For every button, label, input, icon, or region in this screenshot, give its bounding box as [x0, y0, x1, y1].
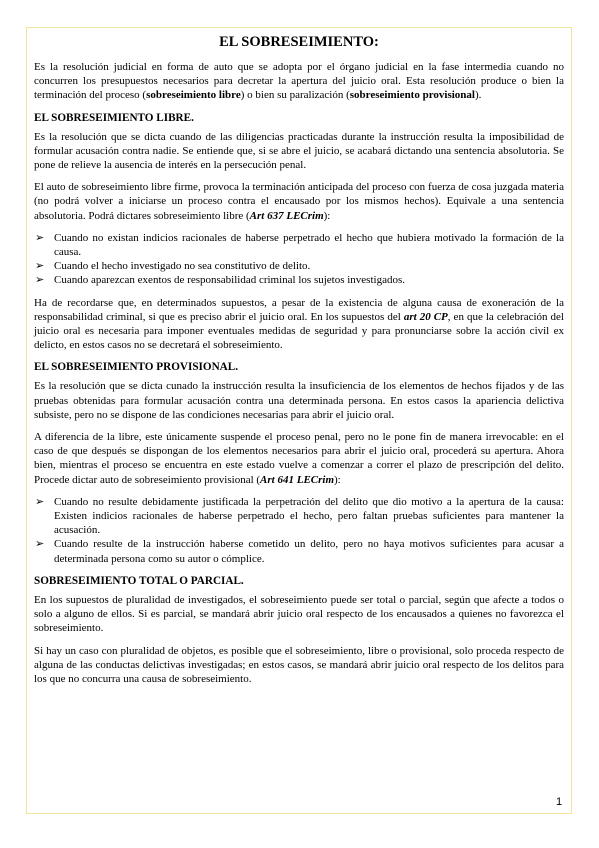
arrow-bullet-icon: ➢: [35, 260, 45, 273]
libre-paragraph-1: Es la resolución que se dicta cuando de las diligencias practicadas durante la instrucción resulta la imposibilidad de formular acusación contra nadie. Se entiende que, si se abre el juicio, se acabará dictando una sentencia absolutoria. Se pone de relieve la ausencia de interés en la persecución penal.: [34, 130, 564, 172]
arrow-bullet-icon: ➢: [35, 495, 45, 508]
list-item: ➢ Cuando no resulte debidamente justificada la perpetración del delito que dio motivo a la apertura de la causa: Existen indicios racionales de haberse perpetrado el hecho, pero faltan pruebas suficientes para mantener la acusación.: [35, 495, 564, 537]
intro-paragraph: Es la resolución judicial en forma de auto que se adopta por el órgano judicial en la fase intermedia cuando no concurren los presupuestos necesarios para decretar la apertura del juicio oral. Esta resolución produce o bien la terminación del proceso (sobreseimiento libre) o bien su paralización (sobreseimiento provisional).: [34, 61, 564, 102]
list-item: ➢ Cuando el hecho investigado no sea constitutivo de delito.: [35, 260, 311, 273]
document-title: EL SOBRESEIMIENTO:: [219, 34, 379, 50]
provisional-paragraph-1: Es la resolución que se dicta cunado la instrucción resulta la insuficiencia de los elementos de hechos fijados y de las pruebas obtenidas para formular acusación contra una determinada persona. En estos casos la apariencia delictiva subsiste, pero no se dispone de las condiciones necesarias para abrir el juicio oral.: [34, 380, 564, 421]
provisional-bullet-list: [34, 495, 564, 566]
page-number: 1: [556, 796, 563, 808]
arrow-bullet-icon: ➢: [35, 538, 45, 551]
legal-reference: Art 641 LECrim: [260, 473, 335, 486]
provisional-paragraph-2: A diferencia de la libre, este únicamente suspende el proceso penal, pero no le pone fin de manera irrevocable: en el caso de que después se dispongan de los elementos necesarios para abrir el juicio oral, procederá su apertura. Ahora bien, mientras el proceso se encuentra en este estado vuelve a comenzar a correr el plazo de prescripción del delito. Procede dictar auto de sobreseimiento provisional (Art 641 LECrim):: [34, 431, 564, 486]
legal-reference: Art 637 LECrim: [249, 209, 324, 222]
section-heading-total-parcial: SOBRESEIMIENTO TOTAL O PARCIAL.: [34, 574, 244, 587]
total-paragraph-2: Si hay un caso con pluralidad de objetos, es posible que el sobreseimiento, libre o provisional, solo proceda respecto de alguna de las conductas delictivas investigadas; en estos casos, se mandará abrir juicio oral respecto de los delitos para los que no concurra una causa de sobreseimiento.: [34, 644, 564, 685]
list-item: ➢ Cuando no existan indicios racionales de haberse perpetrado el hecho que hubiera motivado la formación de la causa.: [35, 231, 564, 259]
section-heading-libre: EL SOBRESEIMIENTO LIBRE.: [34, 111, 194, 124]
arrow-bullet-icon: ➢: [35, 274, 45, 287]
libre-paragraph-2: El auto de sobreseimiento libre firme, provoca la terminación anticipada del proceso con fuerza de cosa juzgada materia (no podrá volver a iniciarse un proceso contra el encausado por los mismos hechos). Equivale a una sentencia absolutoria. Podrá dictares sobreseimiento libre (Art 637 LECrim):: [34, 181, 564, 222]
term-sobreseimiento-provisional: sobreseimiento provisional: [349, 89, 475, 102]
list-item: ➢ Cuando resulte de la instrucción haberse cometido un delito, pero no haya motivos suficientes para acusar a determinada persona como su autor o cómplice.: [35, 538, 564, 565]
list-item: ➢ Cuando aparezcan exentos de responsabilidad criminal los sujetos investigados.: [35, 274, 405, 287]
libre-bullet-list: [34, 231, 564, 288]
total-paragraph-1: En los supuestos de pluralidad de investigados, el sobreseimiento puede ser total o parcial, según que afecte a todos o solo a alguno de ellos. Si es parcial, se mandará abrir juicio oral respecto de los encausados a quienes no favorezca el sobreseimiento.: [34, 593, 564, 635]
arrow-bullet-icon: ➢: [35, 231, 45, 244]
libre-paragraph-3: Ha de recordarse que, en determinados supuestos, a pesar de la existencia de alguna causa de exoneración de la responsabilidad criminal, si que es preciso abrir el juicio oral. En los supuestos del art 20 CP, en que la celebración del juicio oral es necesaria para imponer eventuales medidas de seguridad y para pronunciarse sobre la acción civil ex delicto, en estos casos no se decretará el sobreseimiento.: [34, 296, 564, 352]
term-sobreseimiento-libre: sobreseimiento libre: [146, 89, 241, 102]
document-body: [34, 34, 564, 694]
legal-reference: art 20 CP: [403, 310, 448, 323]
section-heading-provisional: EL SOBRESEIMIENTO PROVISIONAL.: [34, 361, 239, 374]
